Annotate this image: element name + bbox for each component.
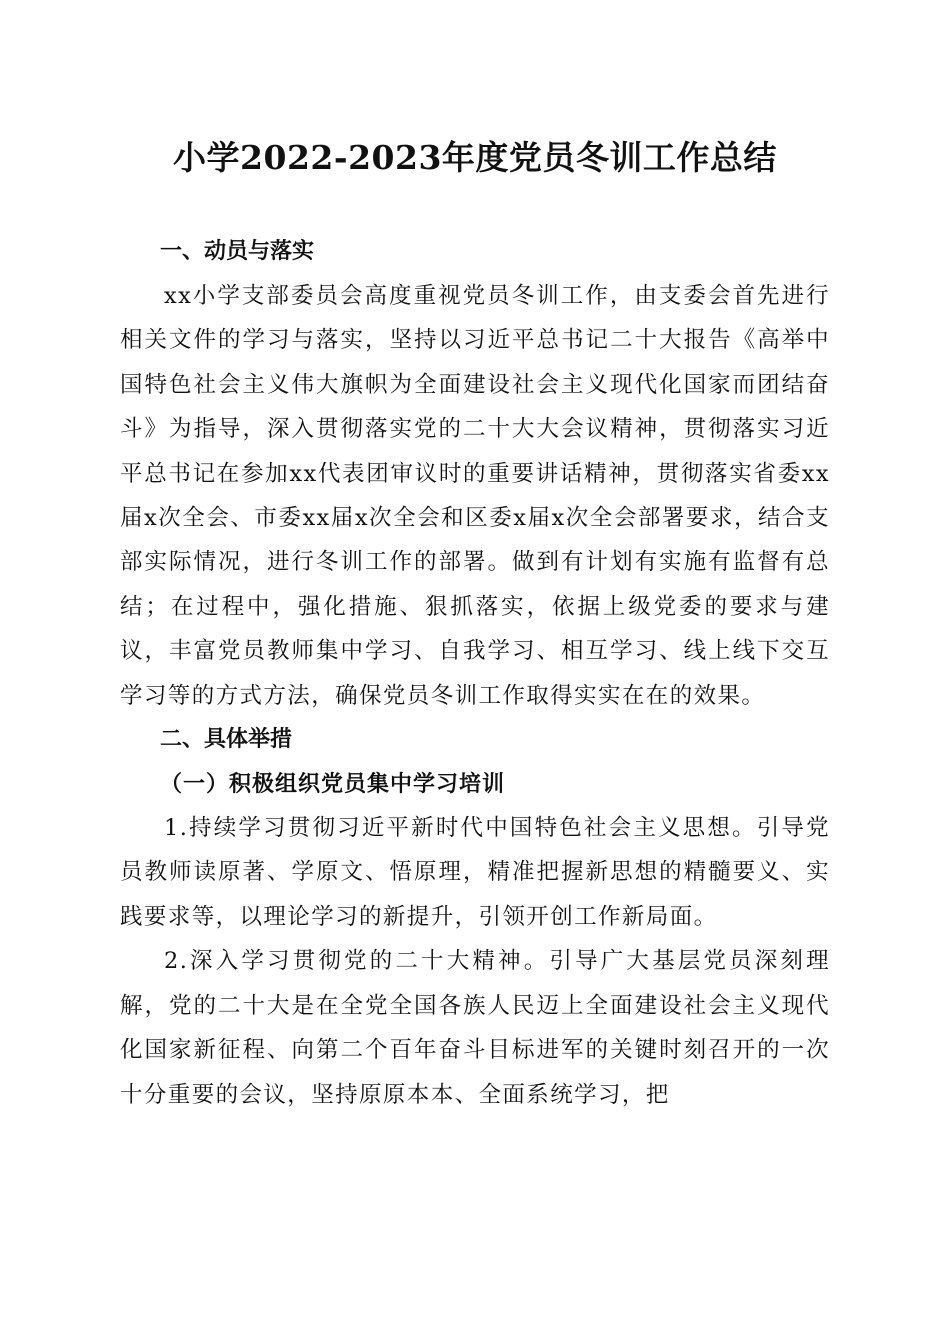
paragraph-item-2: 2.深入学习贯彻党的二十大精神。引导广大基层党员深刻理解，党的二十大是在全党全国各族人民迈上全面建设社会主义现代化国家新征程、向第二个百年奋斗目标进军的关键时刻召开的一次十分重要的会议，坚持原原本本、全面系统学习，把 bbox=[120, 948, 830, 1108]
document-page bbox=[120, 0, 830, 1344]
document-body bbox=[120, 230, 830, 1117]
document-title: 小学2022-2023年度党员冬训工作总结 bbox=[173, 138, 777, 177]
paragraph-item-1: 1.持续学习贯彻习近平新时代中国特色社会主义思想。引导党员教师读原著、学原文、悟原理，精准把握新思想的精髓要义、实践要求等，以理论学习的新提升，引领开创工作新局面。 bbox=[120, 815, 830, 930]
subsection-heading-centralized-study: （一）积极组织党员集中学习培训 bbox=[160, 771, 506, 798]
section-heading-mobilization: 一、动员与落实 bbox=[160, 239, 315, 264]
section-heading-measures: 二、具体举措 bbox=[160, 727, 293, 753]
paragraph-mobilization: xx小学支部委员会高度重视党员冬训工作，由支委会首先进行相关文件的学习与落实，坚持以习近平总书记二十大报告《高举中国特色社会主义伟大旗帜为全面建设社会主义现代化国家而团结奋斗》为指导，深入贯彻落实党的二十大大会议精神，贯彻落实习近平总书记在参加xx代表团审议时的重要讲话精神，贯彻落实省委xx届x次全会、市委xx届x次全会和区委x届x次全会部署要求，结合支部实际情况，进行冬训工作的部署。做到有计划有实施有监督有总结；在过程中，强化措施、狠抓落实，依据上级党委的要求与建议，丰富党员教师集中学习、自我学习、相互学习、线上线下交互学习等的方式方法，确保党员冬训工作取得实实在在的效果。 bbox=[120, 283, 830, 709]
